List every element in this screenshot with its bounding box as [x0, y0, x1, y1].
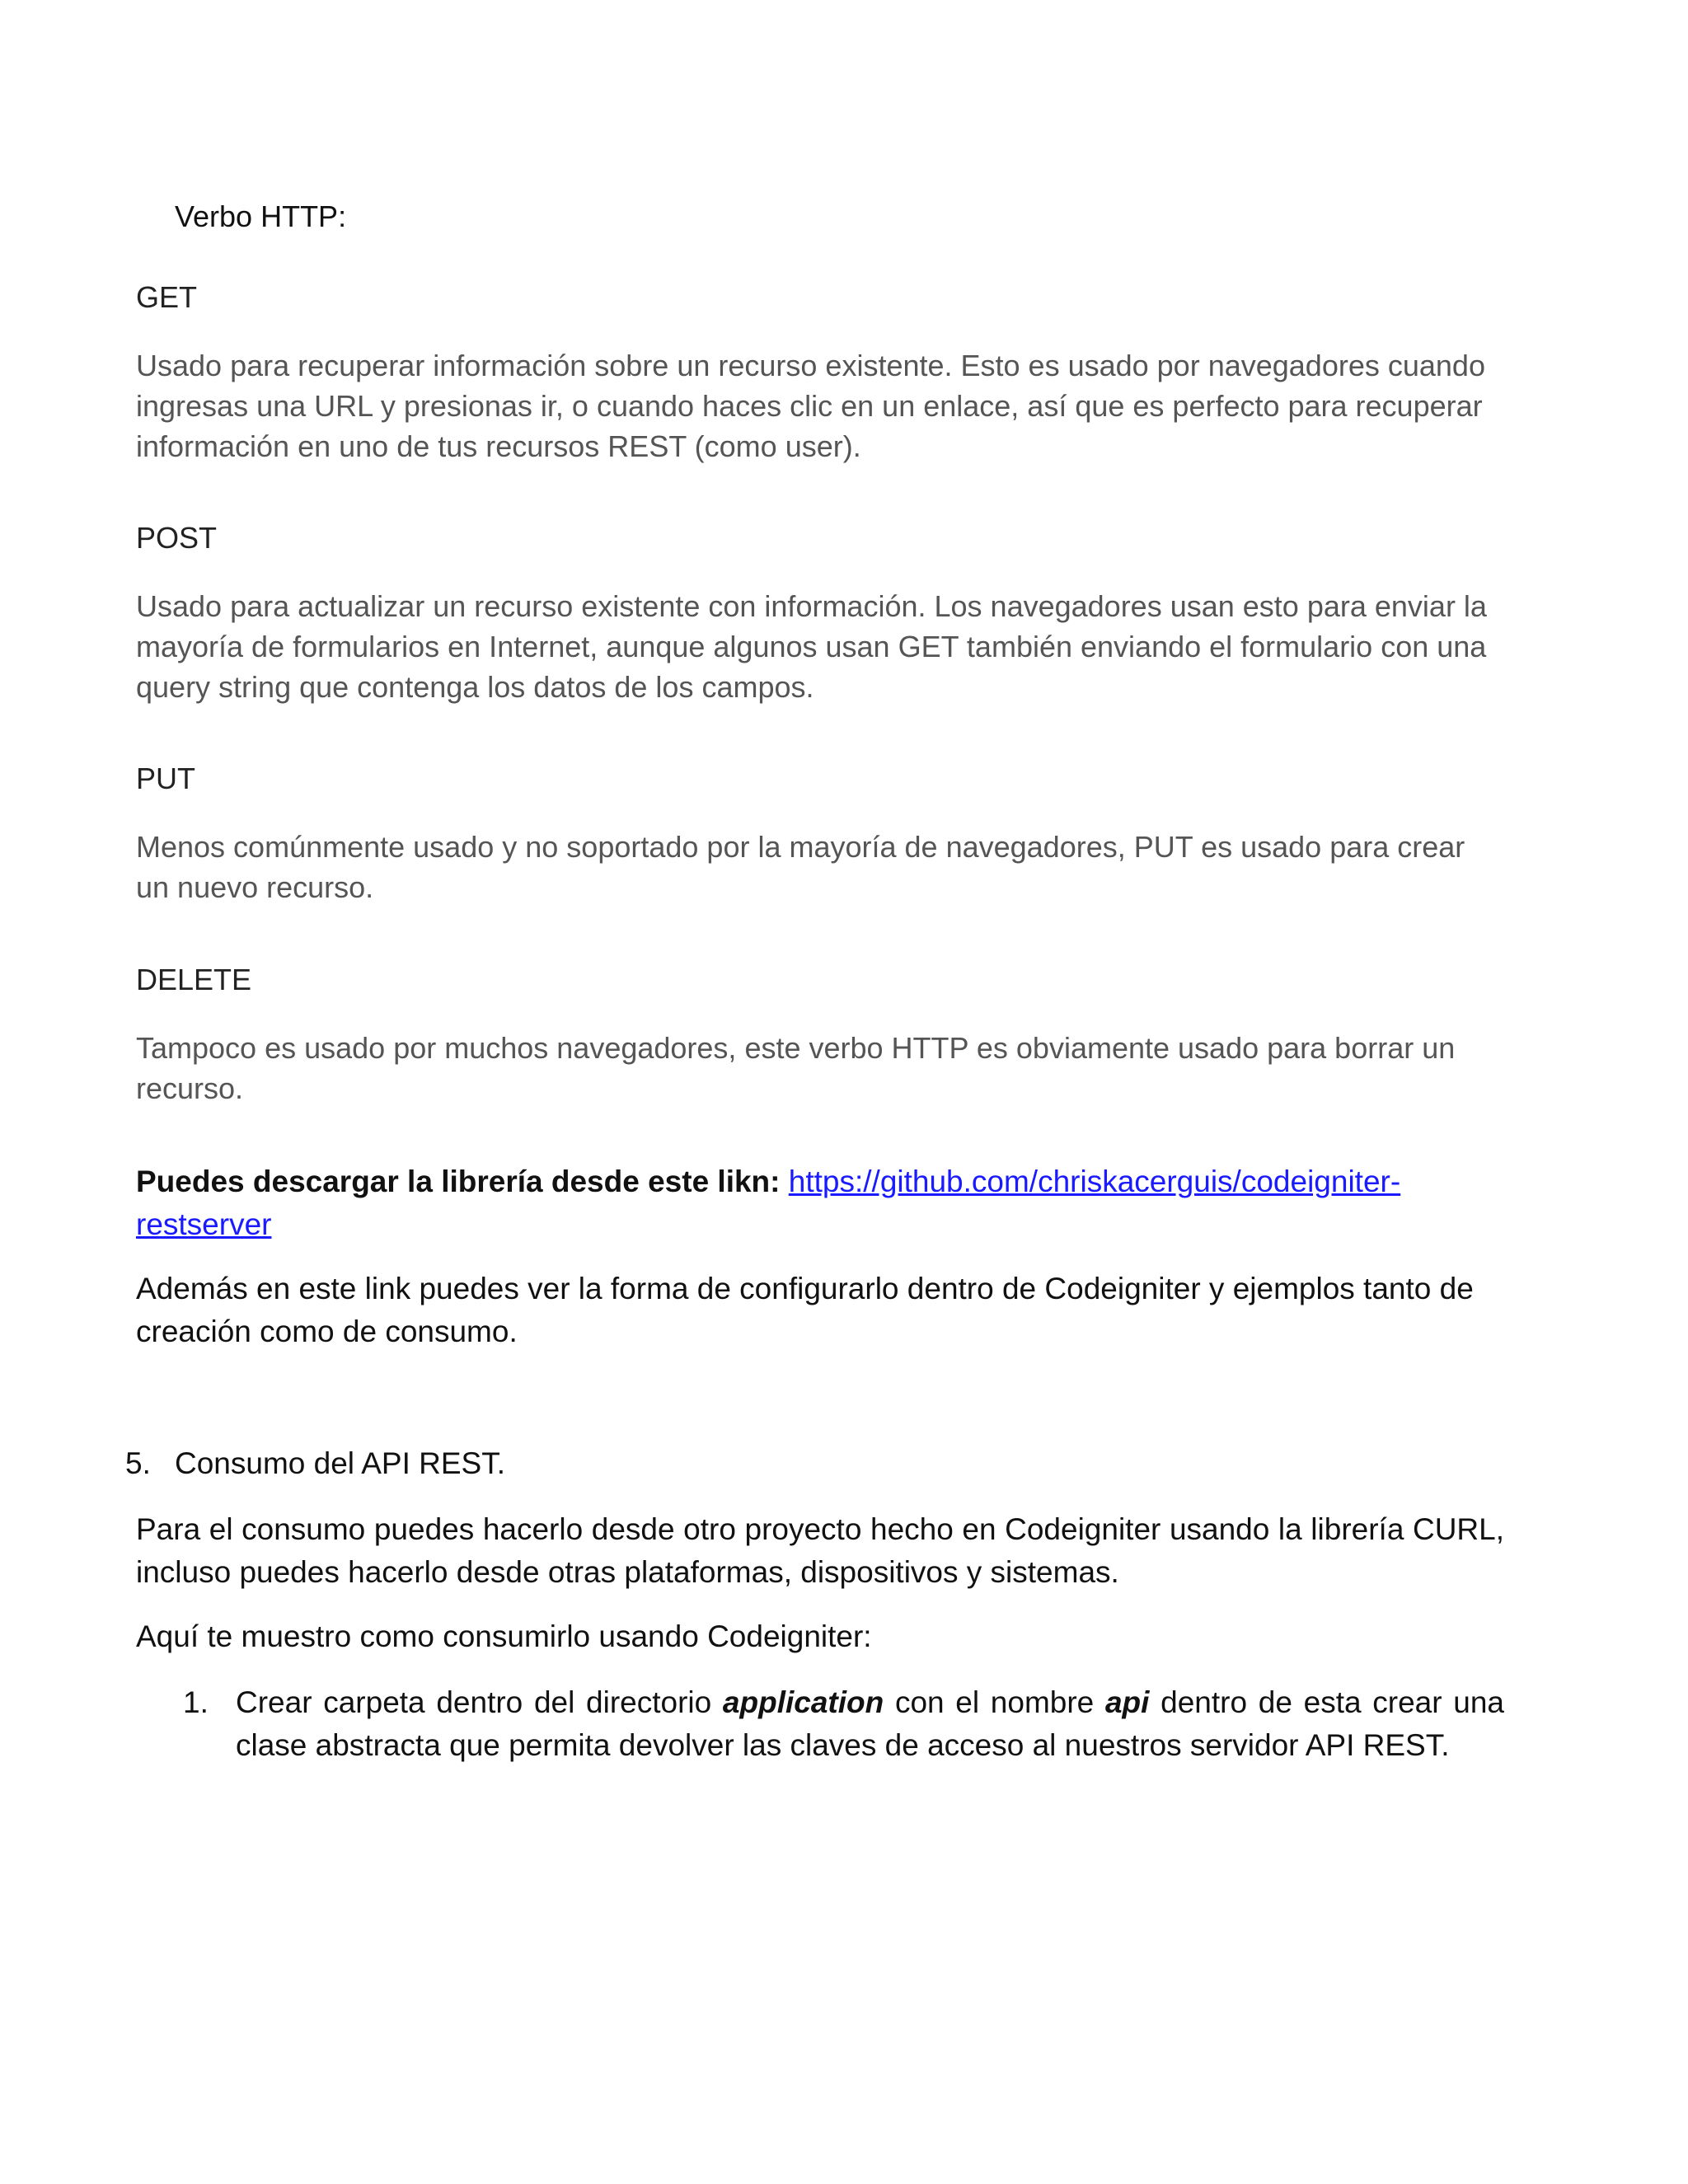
verb-title-put: PUT [136, 762, 195, 795]
verb-title-delete: DELETE [136, 963, 252, 996]
list-item-number: 1. [183, 1685, 209, 1719]
verb-description-delete: Tampoco es usado por muchos navegadores, este verbo HTTP es obviamente usado para borrar un recurso. [136, 1031, 1456, 1105]
config-paragraph: Además en este link puedes ver la forma de configurarlo dentro de Codeigniter y ejemplos tanto de creación como de consumo. [136, 1272, 1474, 1348]
verb-title-get: GET [136, 280, 198, 314]
consumption-paragraph: Para el consumo puedes hacerlo desde otro proyecto hecho en Codeigniter usando la librería CURL, incluso puedes hacerlo desde otras plataformas, dispositivos y sistemas. [136, 1512, 1504, 1589]
download-label: Puedes descargar la librería desde este likn: [136, 1165, 781, 1198]
emphasis-application: application [722, 1685, 884, 1719]
emphasis-api: api [1104, 1685, 1150, 1719]
github-link[interactable]: https://github.com/chriskacerguis/codeigniter-restserver [136, 1165, 1401, 1241]
download-paragraph [136, 1160, 1504, 1246]
list-item [183, 1681, 1504, 1767]
verb-description-post: Usado para actualizar un recurso existente con información. Los navegadores usan esto para enviar la mayoría de formularios en Internet, aunque algunos usan GET también enviando el formulario con una query string que contenga los datos de los campos. [136, 589, 1487, 704]
verb-description-get: Usado para recuperar información sobre un recurso existente. Esto es usado por navegadores cuando ingresas una URL y presionas ir, o cuando haces clic en un enlace, así que es perfecto para recuperar información en uno de tus recursos REST (como user). [136, 349, 1485, 463]
list-item-text-part3: dentro de esta crear una clase abstracta que permita devolver las claves de acceso al nuestros servidor API REST. [236, 1685, 1504, 1762]
example-intro-paragraph: Aquí te muestro como consumirlo usando Codeigniter: [136, 1619, 872, 1653]
list-item-text-part1: Crear carpeta dentro del directorio [236, 1685, 723, 1719]
verb-title-post: POST [136, 521, 218, 555]
section-heading [125, 1442, 505, 1485]
list-item-text [236, 1681, 1504, 1767]
verb-description-put: Menos comúnmente usado y no soportado por la mayoría de navegadores, PUT es usado para crear un nuevo recurso. [136, 830, 1465, 904]
list-item-text-part2: con el nombre [884, 1685, 1105, 1719]
section-number: 5. [125, 1446, 151, 1480]
section-title: Consumo del API REST. [175, 1446, 506, 1480]
intro-label: Verbo HTTP: [175, 199, 347, 233]
